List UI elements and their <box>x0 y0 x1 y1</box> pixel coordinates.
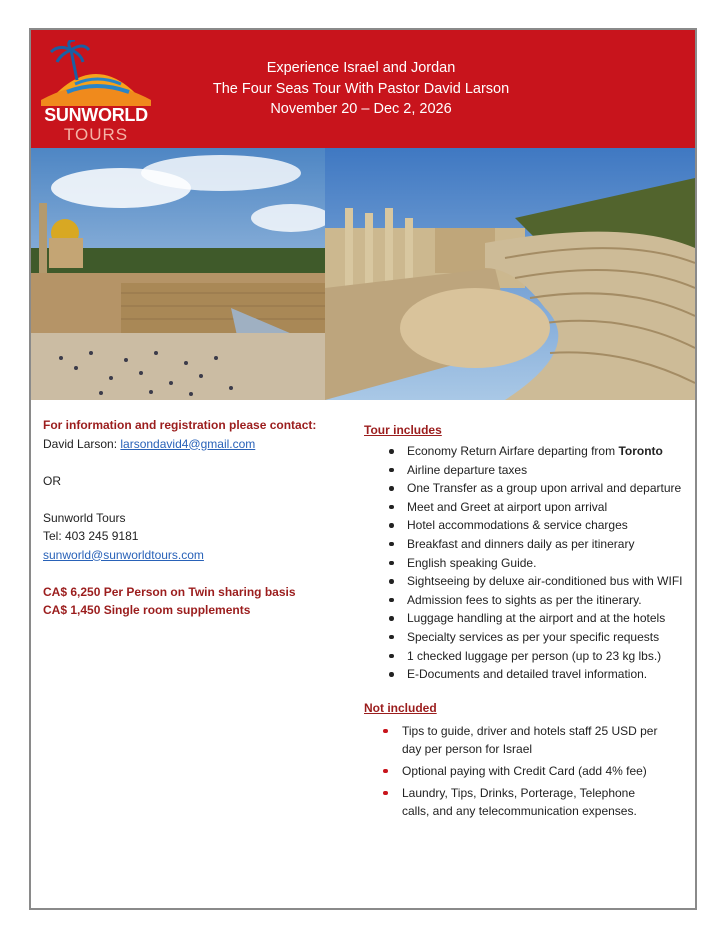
list-item: Luggage handling at the airport and at the hotels <box>364 609 694 628</box>
price-twin: CA$ 6,250 Per Person on Twin sharing basis <box>43 584 296 599</box>
contact-name: David Larson: <box>43 436 121 451</box>
tour-includes-list <box>364 442 694 684</box>
list-item: Optional paying with Credit Card (add 4% fee) <box>364 762 664 781</box>
list-item: Specialty services as per your specific requests <box>364 628 694 647</box>
list-item: Breakfast and dinners daily as per itinerary <box>364 535 694 554</box>
list-item: 1 checked luggage per person (up to 23 kg lbs.) <box>364 647 694 666</box>
list-item: One Transfer as a group upon arrival and departure <box>364 479 694 498</box>
list-item: E-Documents and detailed travel information. <box>364 665 694 684</box>
logo-subtitle: TOURS <box>63 125 129 144</box>
contact-heading: For information and registration please contact: <box>43 418 317 432</box>
company-name: Sunworld Tours <box>43 510 126 525</box>
or-separator: OR <box>43 473 61 488</box>
list-item: Sightseeing by deluxe air-conditioned bus with WIFI <box>364 572 694 591</box>
title-line-3: November 20 – Dec 2, 2026 <box>270 101 452 117</box>
company-email-link[interactable]: sunworld@sunworldtours.com <box>43 547 204 562</box>
tour-details-column <box>364 422 694 824</box>
contact-column <box>43 416 343 620</box>
list-item: English speaking Guide. <box>364 554 694 573</box>
header-banner <box>31 30 695 148</box>
list-item: Tips to guide, driver and hotels staff 25 USD per day per person for Israel <box>364 722 664 759</box>
list-item: Laundry, Tips, Drinks, Porterage, Telephone calls, and any telecommunication expenses. <box>364 784 664 821</box>
tour-title-block <box>181 58 541 120</box>
logo-wordmark: SUNWORLD <box>44 105 148 125</box>
sunworld-logo <box>37 40 155 144</box>
company-phone: Tel: 403 245 9181 <box>43 529 139 543</box>
list-item: Meet and Greet at airport upon arrival <box>364 498 694 517</box>
title-line-2: The Four Seas Tour With Pastor David Larson <box>212 80 510 97</box>
flyer-page <box>29 28 697 910</box>
david-email-link[interactable]: larsondavid4@gmail.com <box>120 436 256 451</box>
not-included-title: Not included <box>364 700 437 715</box>
list-item: Economy Return Airfare departing from Toronto <box>364 442 694 461</box>
list-item: Airline departure taxes <box>364 461 694 480</box>
list-item: Admission fees to sights as per the itinerary. <box>364 591 694 610</box>
jerusalem-western-wall-photo <box>31 148 325 400</box>
not-included-list <box>364 722 694 821</box>
contact-david <box>43 435 343 454</box>
tour-includes-title: Tour includes <box>364 423 442 437</box>
title-line-1: Experience Israel and Jordan <box>266 60 456 76</box>
list-item: Hotel accommodations & service charges <box>364 516 694 535</box>
price-single: CA$ 1,450 Single room supplements <box>43 603 251 617</box>
roman-amphitheater-photo <box>325 148 695 400</box>
palm-sun-icon <box>37 40 155 108</box>
photo-strip <box>31 148 695 400</box>
